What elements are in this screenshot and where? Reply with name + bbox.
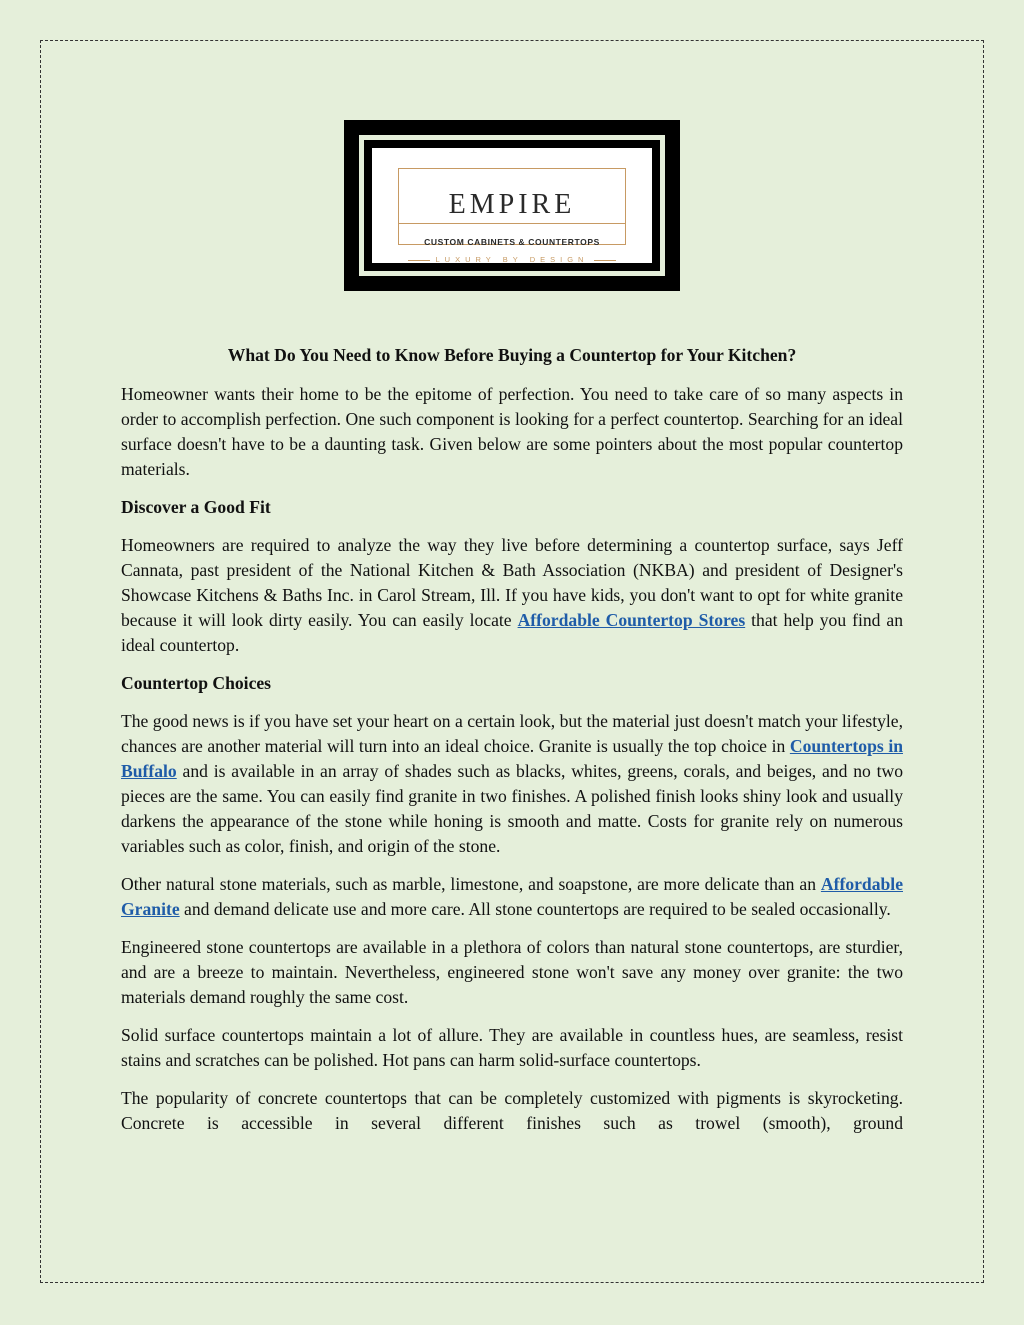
logo-panel [372,148,652,263]
good-fit-text-end: that help you find an ideal countertop. [121,610,903,655]
granite-text-start: The good news is if you have set your heart on a certain look, but the material just doesn't match your lifestyle, chances are another material will turn into an ideal choice. Granite is usually the top choice in [121,711,903,756]
empire-logo [344,120,680,291]
natural-stone-text-end: and demand delicate use and more care. All stone countertops are required to be sealed occasionally. [179,899,891,919]
logo-tagline-rule-right [594,260,616,261]
logo-frame-ring [359,135,665,276]
logo-tagline-row [399,255,625,264]
logo-subtitle: CUSTOM CABINETS & COUNTERTOPS [424,237,600,247]
logo-tagline-rule-left [408,260,430,261]
logo-divider [399,223,625,224]
intro-paragraph: Homeowner wants their home to be the epitome of perfection. You need to take care of so many aspects in order to accomplish perfection. One such component is looking for a perfect countertop. Searching for an ideal surface doesn't have to be a daunting task. Given below are some pointers about the most popular countertop materials. [121,384,903,479]
heading-countertop-choices: Countertop Choices [121,673,272,693]
logo-name: EMPIRE [448,189,576,220]
link-countertops-in-buffalo[interactable]: Countertops in Buffalo [121,736,903,781]
granite-text-end: and is available in an array of shades such as blacks, whites, greens, corals, and beiges, and no two pieces are the same. You can easily find granite in two finishes. A polished finish looks shiny look and usually darkens the appearance of the stone while honing is smooth and matte. Costs for granite rely on numerous variables such as color, finish, and origin of the stone. [121,761,903,856]
natural-stone-text-start: Other natural stone materials, such as marble, limestone, and soapstone, are more delicate than an [121,874,821,894]
link-affordable-countertop-stores[interactable]: Affordable Countertop Stores [517,610,746,630]
good-fit-text-start: Homeowners are required to analyze the way they live before determining a countertop surface, says Jeff Cannata, past president of the National Kitchen & Bath Association (NKBA) and president of Designer's Showcase Kitchens & Baths Inc. in Carol Stream, Ill. If you have kids, you don't want to opt for white granite because it will look dirty easily. You can easily locate [121,535,903,630]
concrete-paragraph: The popularity of concrete countertops that can be completely customized with pigments is skyrocketing. Concrete is accessible in several different finishes such as trowel (smooth), ground [121,1088,903,1133]
link-affordable-granite[interactable]: Affordable Granite [121,874,903,919]
heading-discover-a-good-fit: Discover a Good Fit [121,497,271,517]
logo-tagline: LUXURY BY DESIGN [435,255,589,264]
natural-stone-paragraph [121,872,903,922]
solid-surface-paragraph: Solid surface countertops maintain a lot of allure. They are available in countless hues, are seamless, resist stains and scratches can be polished. Hot pans can harm solid-surface countertops. [121,1025,903,1070]
article-body [121,343,903,1136]
good-fit-paragraph [121,533,903,658]
article-title: What Do You Need to Know Before Buying a Countertop for Your Kitchen? [227,345,797,365]
granite-paragraph [121,709,903,859]
logo-gold-border [398,168,626,264]
engineered-stone-paragraph: Engineered stone countertops are available in a plethora of colors than natural stone countertops, are sturdier, and are a breeze to maintain. Nevertheless, engineered stone won't save any money over granite: the two materials demand roughly the same cost. [121,937,903,1007]
logo-frame-inner [364,140,660,271]
